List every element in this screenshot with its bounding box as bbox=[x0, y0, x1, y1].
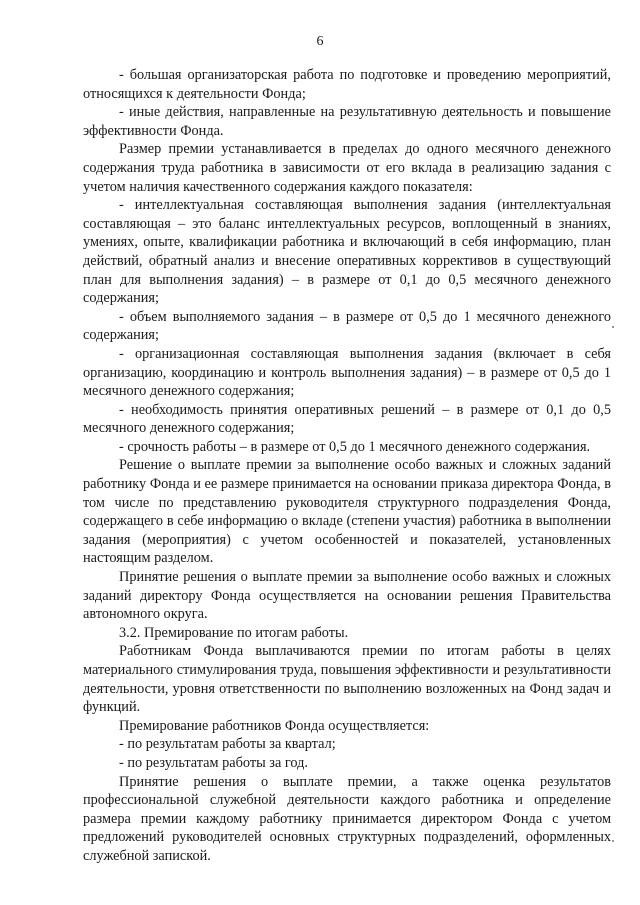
paragraph-bullet-task-volume: - объем выполняемого задания – в размере от 0,5 до 1 месячного денежного содержания; bbox=[83, 308, 611, 344]
paragraph-bullet-year: - по результатам работы за год. bbox=[119, 754, 308, 771]
paragraph-bullet-organizational-work: - большая организаторская работа по подготовке и проведению мероприятий, относящихся к деятельности Фонда; bbox=[83, 67, 611, 102]
paragraph-bullet-urgency: - срочность работы – в размере от 0,5 до 1 месячного денежного содержания. bbox=[119, 438, 591, 455]
paragraph-bullet-other-actions: - иные действия, направленные на результативную деятельность и повышение эффективности Фонда. bbox=[83, 104, 611, 139]
paragraph-bonus-purpose: Работникам Фонда выплачиваются премии по итогам работы в целях материального стимулирования труда, повышения эффективности и результативности деятельности, уровня ответственности по выполнению возложенных на Фонд задач и функций. bbox=[83, 643, 611, 716]
document-body bbox=[83, 66, 611, 866]
scan-speck bbox=[612, 326, 614, 328]
paragraph-decision-director: Принятие решения о выплате премии за выполнение особо важных и сложных заданий директору Фонда осуществляется на основании решения Правительства автономного округа. bbox=[83, 569, 611, 623]
page-number: 6 bbox=[316, 34, 324, 49]
paragraph-decision-evaluation: Принятие решения о выплате премии, а также оценка результатов профессиональной служебной деятельности каждого работника и определение размера премии каждому работнику принимается директором Фонда с учетом предложений руководителей основных структурных подразделений, оформленных служебной запиской. bbox=[83, 773, 611, 864]
paragraph-bullet-quarter: - по результатам работы за квартал; bbox=[119, 736, 336, 753]
paragraph-bonus-size: Размер премии устанавливается в пределах до одного месячного денежного содержания труда работника в зависимости от его вклада в реализацию задания с учетом наличия качественного содержания каждого показателя: bbox=[83, 141, 611, 195]
paragraph-bullet-intellectual-component: - интеллектуальная составляющая выполнения задания (интеллектуальная составляющая – это баланс интеллектуальных ресурсов, воплощенный в знаниях, умениях, опыте, квалификации работника и включающий в себя информацию, план действий, обратный анализ и внесение оперативных коррективов в существующий план для выполнения задания) – в размере от 0,1 до 0,5 месячного денежного содержания; bbox=[83, 197, 611, 307]
section-heading-3-2: 3.2. Премирование по итогам работы. bbox=[119, 624, 349, 641]
paragraph-bullet-operational-decisions: - необходимость принятия оперативных решений – в размере от 0,1 до 0,5 месячного денежного содержания; bbox=[83, 401, 611, 437]
paragraph-decision-employee: Решение о выплате премии за выполнение особо важных и сложных заданий работнику Фонда и ее размере принимается на основании приказа директора Фонда, в том числе по представлению руководителя структурного подразделения Фонда, содержащего в себе информацию о вкладе (степени участия) работника в выполнении задания (мероприятия) с учетом особенностей и показателей, установленных настоящим разделом. bbox=[83, 457, 611, 567]
paragraph-bonus-periods-intro: Премирование работников Фонда осуществляется: bbox=[119, 717, 430, 734]
paragraph-bullet-organizational-component: - организационная составляющая выполнения задания (включает в себя организацию, координацию и контроль выполнения задания) – в размере от 0,5 до 1 месячного денежного содержания; bbox=[83, 345, 611, 400]
scan-speck bbox=[612, 840, 614, 842]
